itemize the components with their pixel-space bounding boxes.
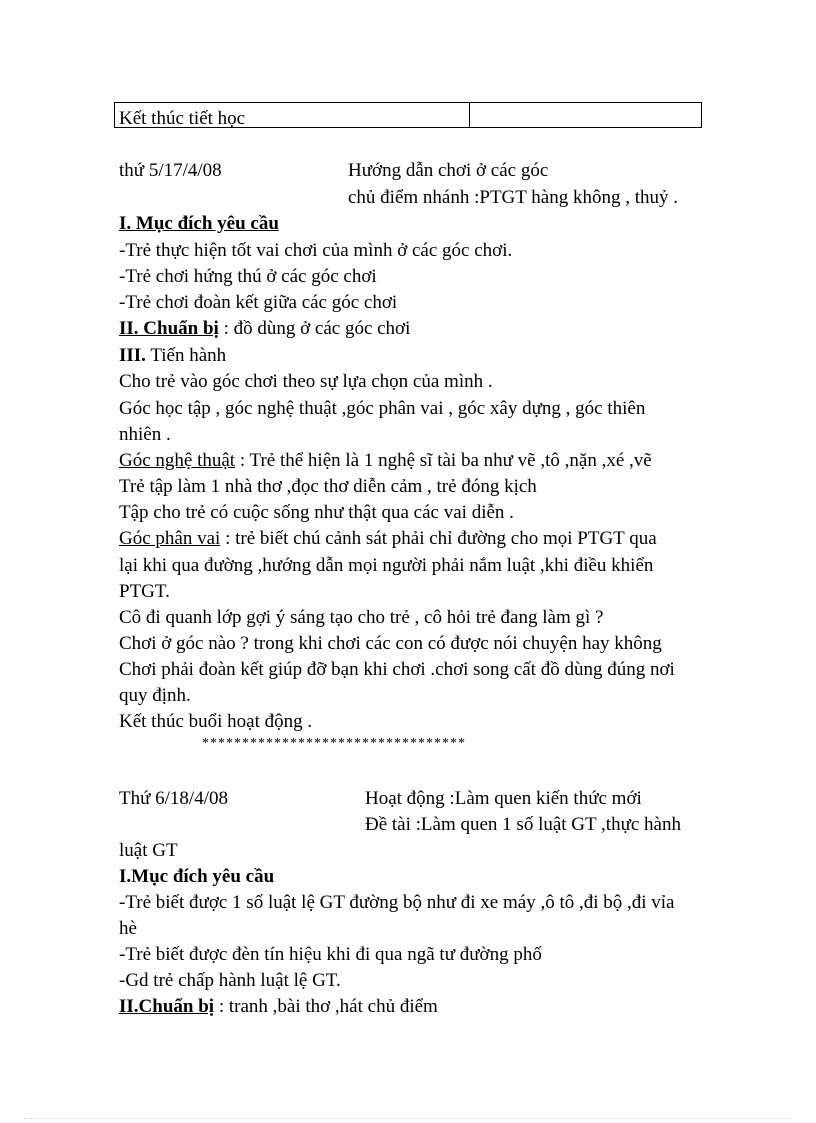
role-corner-line bbox=[119, 529, 657, 548]
summary-table bbox=[114, 102, 702, 128]
section1-purpose-heading: I. Mục đích yêu cầu bbox=[119, 213, 279, 234]
section1-line: nhiên . bbox=[119, 424, 171, 445]
section1-line: Cho trẻ vào góc chơi theo sự lựa chọn của mình . bbox=[119, 371, 493, 392]
section1-prep-line bbox=[119, 319, 410, 338]
section2-subtitle: Đề tài :Làm quen 1 số luật GT ,thực hành bbox=[365, 814, 681, 835]
section1-proc-line bbox=[119, 346, 226, 365]
separator-stars: ********************************* bbox=[202, 736, 466, 751]
page-bottom-divider bbox=[24, 1118, 792, 1119]
section2-purpose-item: -Trẻ biết được đèn tín hiệu khi đi qua ngã tư đường phố bbox=[119, 944, 542, 965]
section2-prep-line bbox=[119, 997, 438, 1016]
section1-line: Trẻ tập làm 1 nhà thơ ,đọc thơ diễn cảm , trẻ đóng kịch bbox=[119, 476, 537, 497]
section1-proc-text: Tiến hành bbox=[145, 345, 227, 366]
role-corner-label: Góc phân vai bbox=[119, 528, 221, 549]
section1-line: PTGT. bbox=[119, 581, 170, 602]
section1-prep-heading: II. Chuẩn bị bbox=[119, 318, 219, 339]
section1-line: lại khi qua đường ,hướng dẫn mọi người phải nắm luật ,khi điều khiển bbox=[119, 555, 654, 576]
section2-prep-heading: II.Chuẩn bị bbox=[119, 996, 215, 1017]
section1-line: Chơi ở góc nào ? trong khi chơi các con có được nói chuyện hay không bbox=[119, 633, 662, 654]
section1-purpose-item: -Trẻ thực hiện tốt vai chơi của mình ở các góc chơi. bbox=[119, 240, 513, 261]
section1-purpose-item: -Trẻ chơi đoàn kết giữa các góc chơi bbox=[119, 292, 398, 313]
section2-purpose-item: -Gd trẻ chấp hành luật lệ GT. bbox=[119, 970, 341, 991]
section1-proc-num: III. bbox=[119, 345, 146, 366]
table-cell-text: Kết thúc tiết học bbox=[119, 108, 246, 129]
section1-line: Tập cho trẻ có cuộc sống như thật qua các vai diễn . bbox=[119, 502, 514, 523]
section1-subtitle: chủ điểm nhánh :PTGT hàng không , thuỷ . bbox=[348, 187, 679, 208]
section2-subtitle-cont: luật GT bbox=[119, 840, 178, 861]
art-corner-text: : Trẻ thể hiện là 1 nghệ sĩ tài ba như vẽ ,tô ,nặn ,xé ,vẽ bbox=[235, 450, 652, 471]
art-corner-line bbox=[119, 451, 652, 470]
section2-prep-text: : tranh ,bài thơ ,hát chủ điểm bbox=[214, 996, 438, 1017]
section2-date: Thứ 6/18/4/08 bbox=[119, 788, 228, 809]
section1-title: Hướng dẫn chơi ở các góc bbox=[348, 160, 549, 181]
section1-line: Cô đi quanh lớp gợi ý sáng tạo cho trẻ , cô hỏi trẻ đang làm gì ? bbox=[119, 607, 604, 628]
section1-line: Góc học tập , góc nghệ thuật ,góc phân vai , góc xây dựng , góc thiên bbox=[119, 398, 646, 419]
section2-title: Hoạt động :Làm quen kiến thức mới bbox=[365, 788, 642, 809]
section1-line: quy định. bbox=[119, 685, 191, 706]
section1-prep-text: : đồ dùng ở các góc chơi bbox=[218, 318, 411, 339]
section2-purpose-item: hè bbox=[119, 918, 137, 939]
role-corner-text: : trẻ biết chú cảnh sát phải chỉ đường cho mọi PTGT qua bbox=[220, 528, 657, 549]
section1-line: Chơi phải đoàn kết giúp đỡ bạn khi chơi .chơi song cất đồ dùng đúng nơi bbox=[119, 659, 675, 680]
section1-date: thứ 5/17/4/08 bbox=[119, 160, 222, 181]
section1-line: Kết thúc buổi hoạt động . bbox=[119, 711, 313, 732]
section2-purpose-heading: I.Mục đích yêu cầu bbox=[119, 866, 275, 887]
section1-purpose-item: -Trẻ chơi hứng thú ở các góc chơi bbox=[119, 266, 377, 287]
section2-purpose-item: -Trẻ biết được 1 số luật lệ GT đường bộ như đi xe máy ,ô tô ,đi bộ ,đi vỉa bbox=[119, 892, 675, 913]
art-corner-label: Góc nghệ thuật bbox=[119, 450, 236, 471]
table-cell-left bbox=[115, 103, 470, 127]
